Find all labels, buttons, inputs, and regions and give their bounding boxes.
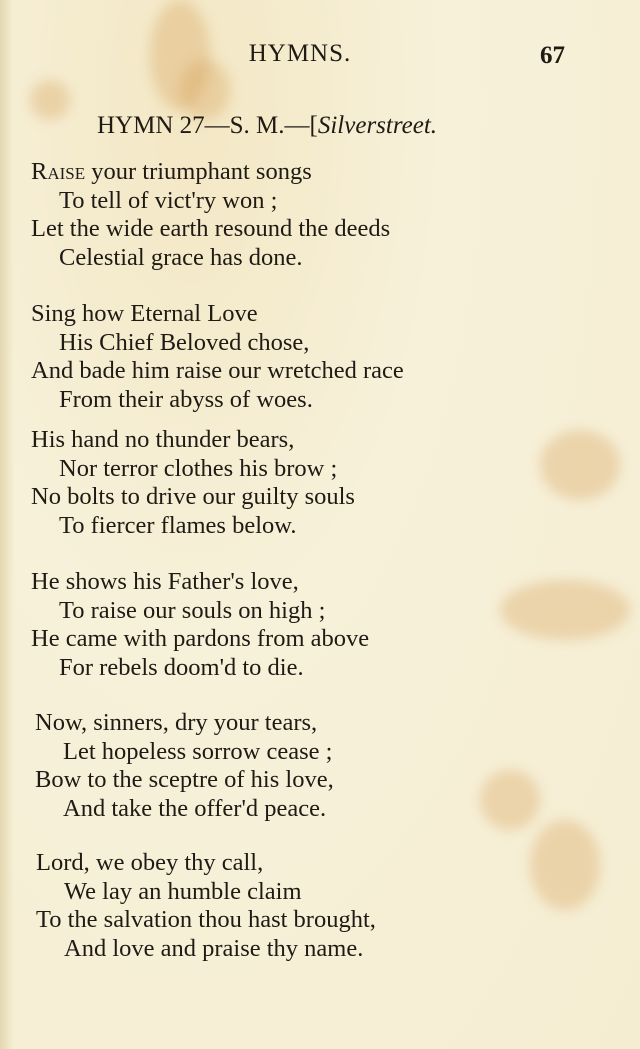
- verse-line: And bade him raise our wretched race: [31, 357, 404, 385]
- verse-line: He came with pardons from above: [31, 625, 370, 653]
- verse-line: To fiercer flames below.: [59, 511, 297, 539]
- page-number: 67: [540, 42, 565, 69]
- stain: [500, 580, 630, 640]
- stanza-5: [35, 709, 334, 823]
- verse-line: And love and praise thy name.: [64, 934, 364, 962]
- verse-line: Let hopeless sorrow cease ;: [63, 737, 333, 765]
- verse-line: Sing how Eternal Love: [31, 300, 258, 327]
- verse-line: And take the offer'd peace.: [63, 794, 327, 822]
- verse-line: For rebels doom'd to die.: [59, 653, 304, 681]
- stain: [540, 430, 620, 500]
- verse-line: To tell of vict'ry won ;: [59, 186, 278, 214]
- verse-line: He shows his Father's love,: [31, 568, 299, 595]
- verse-line: From their abyss of woes.: [59, 385, 313, 413]
- stanza-3: [31, 426, 355, 540]
- stanza-1: [31, 158, 390, 272]
- verse-line: To the salvation thou hast brought,: [36, 906, 376, 934]
- hymn-title: [97, 112, 437, 140]
- verse-line: We lay an humble claim: [64, 877, 302, 905]
- verse-line: Bow to the sceptre of his love,: [35, 766, 334, 794]
- stain: [180, 60, 230, 120]
- stanza-6: [36, 849, 376, 963]
- hymn-number-meter: HYMN 27—S. M.—[: [97, 112, 318, 139]
- stain: [480, 770, 540, 830]
- verse-line: To raise our souls on high ;: [59, 596, 326, 624]
- verse-line: Nor terror clothes his brow ;: [59, 454, 338, 482]
- page-edge: [0, 0, 14, 1049]
- stanza-4: [31, 568, 369, 682]
- drop-word: Raise: [31, 158, 86, 185]
- verse-line: Let the wide earth resound the deeds: [31, 215, 391, 243]
- verse-line: No bolts to drive our guilty souls: [31, 483, 355, 511]
- verse-line: Celestial grace has done.: [59, 243, 303, 271]
- stain: [530, 820, 600, 910]
- verse-line: His Chief Beloved chose,: [59, 328, 310, 356]
- verse-line: Lord, we obey thy call,: [36, 849, 264, 876]
- verse-line: Raise your triumphant songs: [31, 158, 312, 185]
- stanza-2: [31, 300, 404, 414]
- running-head: HYMNS.: [248, 40, 352, 67]
- tune-name: Silverstreet.: [317, 112, 438, 139]
- verse-line: His hand no thunder bears,: [31, 426, 295, 453]
- verse-line: Now, sinners, dry your tears,: [35, 709, 318, 736]
- stain: [30, 80, 70, 120]
